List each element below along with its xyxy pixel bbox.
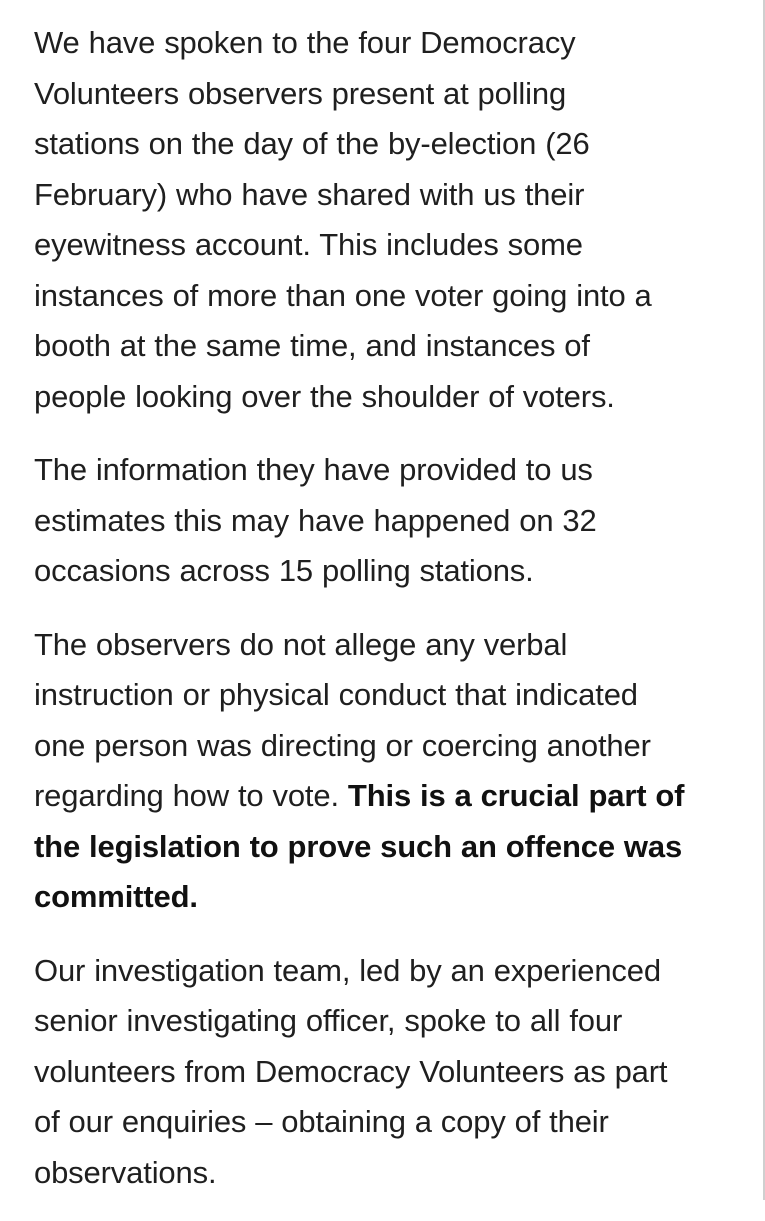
- paragraph-no-allegation: [34, 620, 734, 923]
- text-line: observations.: [34, 1154, 217, 1190]
- text-line: Our investigation team, led by an experienced: [34, 952, 661, 988]
- bold-text-line: the legislation to prove such an offence was: [34, 828, 683, 864]
- text-line: We have spoken to the four Democracy: [34, 25, 576, 60]
- text-line: booth at the same time, and instances of: [34, 328, 590, 363]
- text-line: people looking over the shoulder of voters.: [34, 378, 615, 414]
- text-run: regarding how to vote.: [34, 778, 348, 813]
- mixed-text-line: [34, 771, 734, 822]
- text-line: senior investigating officer, spoke to all four: [34, 1003, 623, 1038]
- bold-text-run: This is a crucial part of: [347, 778, 685, 813]
- text-line: occasions across 15 polling stations.: [34, 553, 534, 588]
- text-line: eyewitness account. This includes some: [34, 227, 583, 262]
- paragraph-estimates: [34, 445, 734, 597]
- text-line: instances of more than one voter going into a: [34, 277, 652, 313]
- text-line: stations on the day of the by-election (26: [34, 126, 590, 161]
- paragraph-observers-account: [34, 18, 734, 422]
- text-line: estimates this may have happened on 32: [34, 502, 597, 538]
- statement-text: [34, 18, 734, 1221]
- paragraph-investigation: [34, 946, 734, 1199]
- text-line: Volunteers observers present at polling: [34, 75, 567, 111]
- bold-text-line: committed.: [34, 879, 198, 914]
- text-line: February) who have shared with us their: [34, 176, 585, 212]
- text-line: one person was directing or coercing another: [34, 727, 651, 763]
- text-line: instruction or physical conduct that indicated: [34, 677, 638, 712]
- text-line: volunteers from Democracy Volunteers as part: [34, 1053, 668, 1089]
- text-line: The information they have provided to us: [34, 452, 593, 487]
- text-line: of our enquiries – obtaining a copy of their: [34, 1104, 609, 1139]
- text-line: The observers do not allege any verbal: [34, 626, 568, 662]
